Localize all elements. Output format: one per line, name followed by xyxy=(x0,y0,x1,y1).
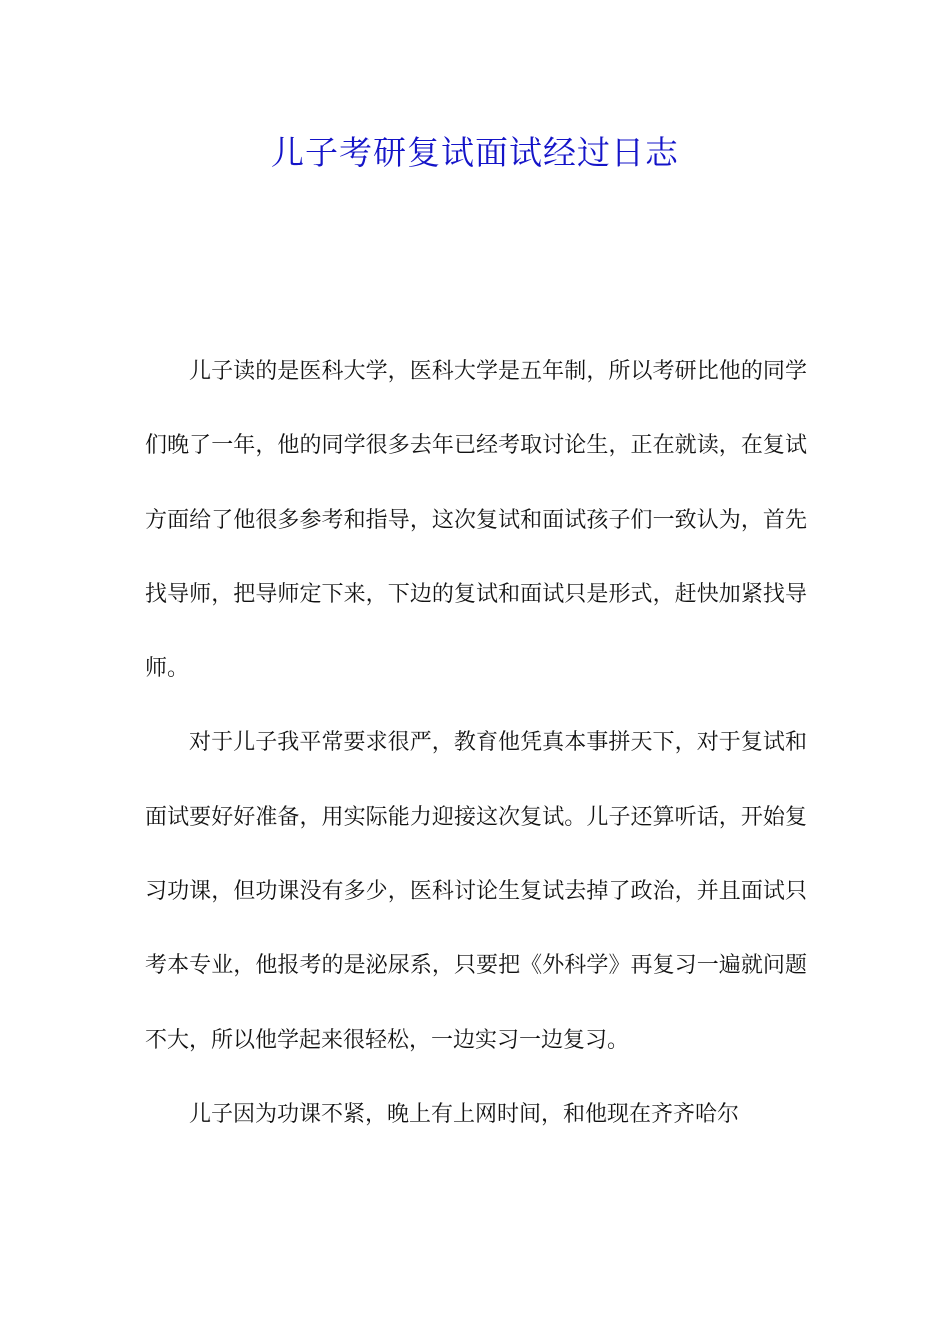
document-body xyxy=(145,335,807,1152)
document-title: 儿子考研复试面试经过日志 xyxy=(271,133,679,172)
paragraph-2: 对于儿子我平常要求很严，教育他凭真本事拼天下，对于复试和面试要好好准备，用实际能力迎接这次复试。儿子还算听话，开始复习功课，但功课没有多少，医科讨论生复试去掉了政治，并且面试只考本专业，他报考的是泌尿系，只要把《外科学》再复习一遍就问题不大，所以他学起来很轻松，一边实习一边复习。 xyxy=(145,730,807,1053)
paragraph-1: 儿子读的是医科大学，医科大学是五年制，所以考研比他的同学们晚了一年，他的同学很多去年已经考取讨论生，正在就读，在复试方面给了他很多参考和指导，这次复试和面试孩子们一致认为，首先找导师，把导师定下来，下边的复试和面试只是形式，赶快加紧找导师。 xyxy=(145,359,807,682)
paragraph-3: 儿子因为功课不紧，晚上有上网时间，和他现在齐齐哈尔 xyxy=(189,1101,740,1127)
